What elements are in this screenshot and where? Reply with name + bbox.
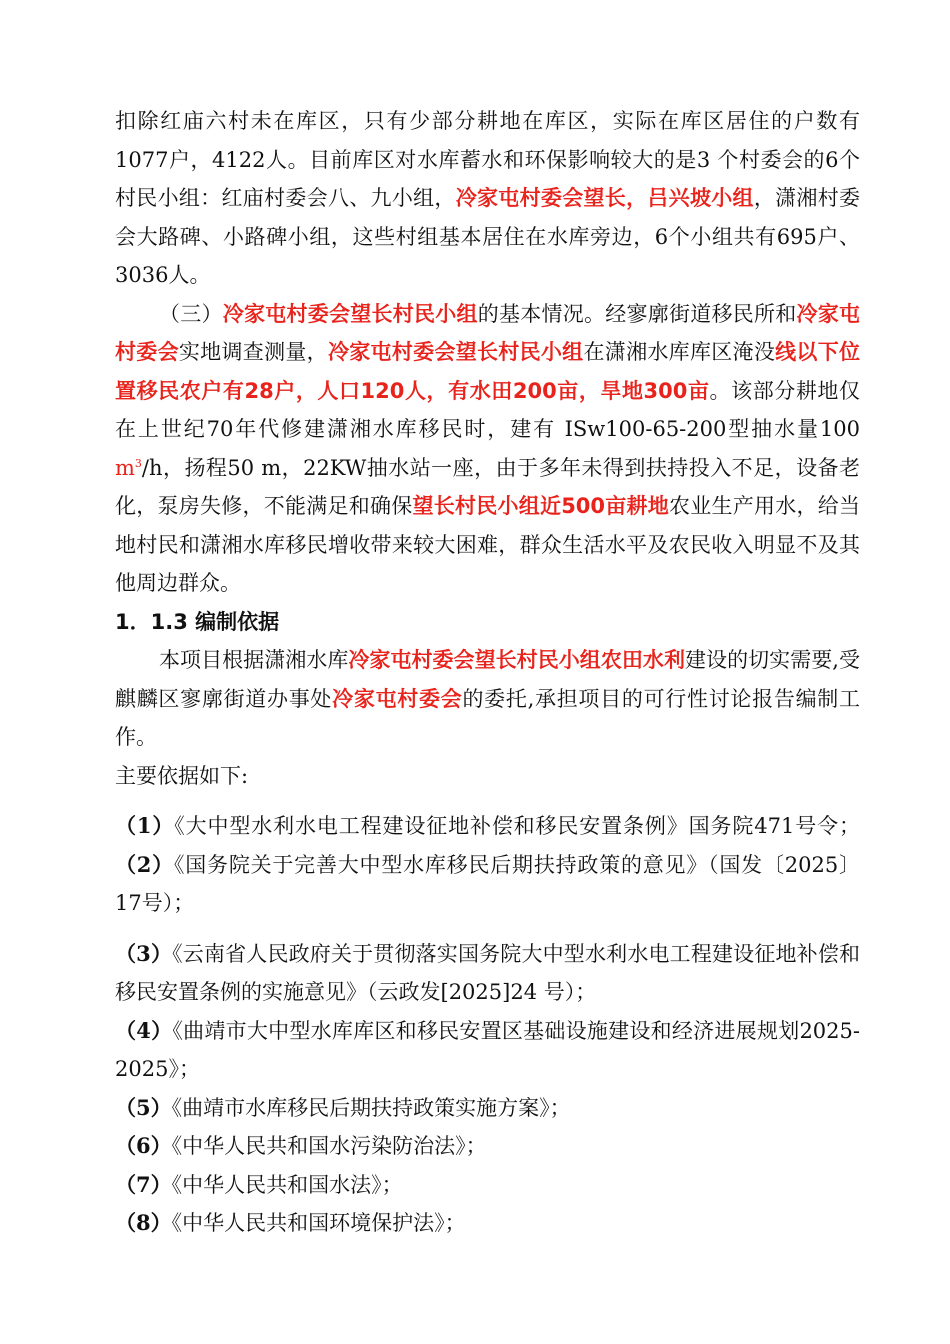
reference-text: 《国务院关于完善大中型水库移民后期扶持政策的意见》（国发〔2025〕17号）； [115, 852, 860, 915]
highlight-text: 线以下位置移民农户有28户，人口120人，有水田200亩，旱地300亩 [115, 340, 861, 403]
text-run: /h，扬程50 m，22KW抽水站一座，由于多年未得到扶持投入不足，设备老化，泵房失修，不能满足和确保 [115, 455, 860, 518]
reference-number: （3） [115, 940, 173, 966]
highlight-text: 冷家屯村委会望长，吕兴坡小组 [455, 186, 754, 210]
reference-number: （1） [115, 813, 175, 838]
text-run: 实地调查测量， [178, 340, 328, 364]
spacer [115, 923, 860, 935]
text-run: 建设的切实需要,受麒麟区寥廓街道办事处 [115, 648, 860, 711]
reference-item [115, 807, 860, 923]
text-run: （三） [159, 301, 223, 326]
text-run: ，潇湘村委会大路碑、小路碑小组，这些村组基本居住在水库旁边，6个小组共有695户、3036人。 [115, 186, 861, 287]
text-run: 的基本情况。经寥廓街道移民所和 [477, 301, 797, 326]
reference-text: 《中华人民共和国环境保护法》； [171, 1211, 466, 1235]
reference-text: 《曲靖市大中型水库库区和移民安置区基础设施建设和经济进展规划2025-2025》； [115, 1018, 860, 1081]
highlight-text: 冷家屯村委会望长村民小组 [327, 340, 584, 364]
document-page [115, 102, 860, 1243]
text-run: 农业生产用水，给当地村民和潇湘水库移民增收带来较大困难，群众生活水平及农民收入明显不及其他周边群众。 [115, 494, 861, 595]
reference-number: （7） [115, 1171, 172, 1197]
spacer [115, 795, 860, 807]
reference-number: （2） [115, 851, 174, 877]
basis-intro: 主要依据如下: [115, 763, 249, 788]
reference-number: （5） [115, 1094, 172, 1120]
reference-text: 《曲靖市水库移民后期扶持政策实施方案》； [171, 1095, 571, 1120]
reference-text: 《云南省人民政府关于贯彻落实国务院大中型水利水电工程建设征地补偿和移民安置条例的实施意见》（云政发[2025]24 号）； [115, 941, 860, 1004]
reference-item [115, 1204, 860, 1243]
reference-item [115, 935, 860, 1012]
unit-text: m [115, 455, 135, 480]
reference-number: （4） [115, 1017, 173, 1043]
paragraph-reservoir-population [115, 102, 860, 295]
reference-text: 《中华人民共和国水法》； [171, 1172, 403, 1197]
reference-text: 《大中型水利水电工程建设征地补偿和移民安置条例》国务院471号令； [174, 814, 860, 838]
highlight-text: 冷家屯村委会望长村民小组 [222, 301, 478, 326]
reference-number: （6） [115, 1133, 172, 1158]
section-heading: 1．1.3 编制依据 [115, 609, 280, 634]
text-run: 本项目根据潇湘水库 [159, 648, 349, 672]
reference-item [115, 1127, 860, 1166]
reference-number: （8） [115, 1210, 172, 1235]
reference-item [115, 1166, 860, 1205]
text-run: 扣除红庙六村未在库区，只有少部分耕地在库区，实际在库区居住的户数有1077户，4122人。目前库区对水库蓄水和环保影响较大的是3 个村委会的6个村民小组：红庙村委会八、九小组， [115, 109, 860, 210]
text-run: 的委托,承担项目的可行性讨论报告编制工作。 [115, 686, 860, 749]
reference-text: 《中华人民共和国水污染防治法》； [171, 1134, 487, 1158]
text-run: 。该部分耕地仅在上世纪70年代修建潇湘水库移民时，建有 ISw100-65-200型抽水量100 [115, 378, 860, 441]
highlight-text: 冷家屯村委会 [115, 301, 860, 364]
highlight-text: 冷家屯村委会 [332, 686, 463, 711]
paragraph-project-basis [115, 641, 860, 757]
reference-item [115, 1089, 860, 1128]
paragraph-basic-situation [115, 295, 860, 603]
reference-item [115, 1012, 860, 1089]
highlight-text: 望长村民小组近500亩耕地 [412, 494, 670, 518]
text-run: 在潇湘水库库区淹没 [583, 340, 776, 364]
unit-superscript: 3 [134, 456, 142, 470]
highlight-text: 冷家屯村委会望长村民小组农田水利 [348, 648, 685, 672]
